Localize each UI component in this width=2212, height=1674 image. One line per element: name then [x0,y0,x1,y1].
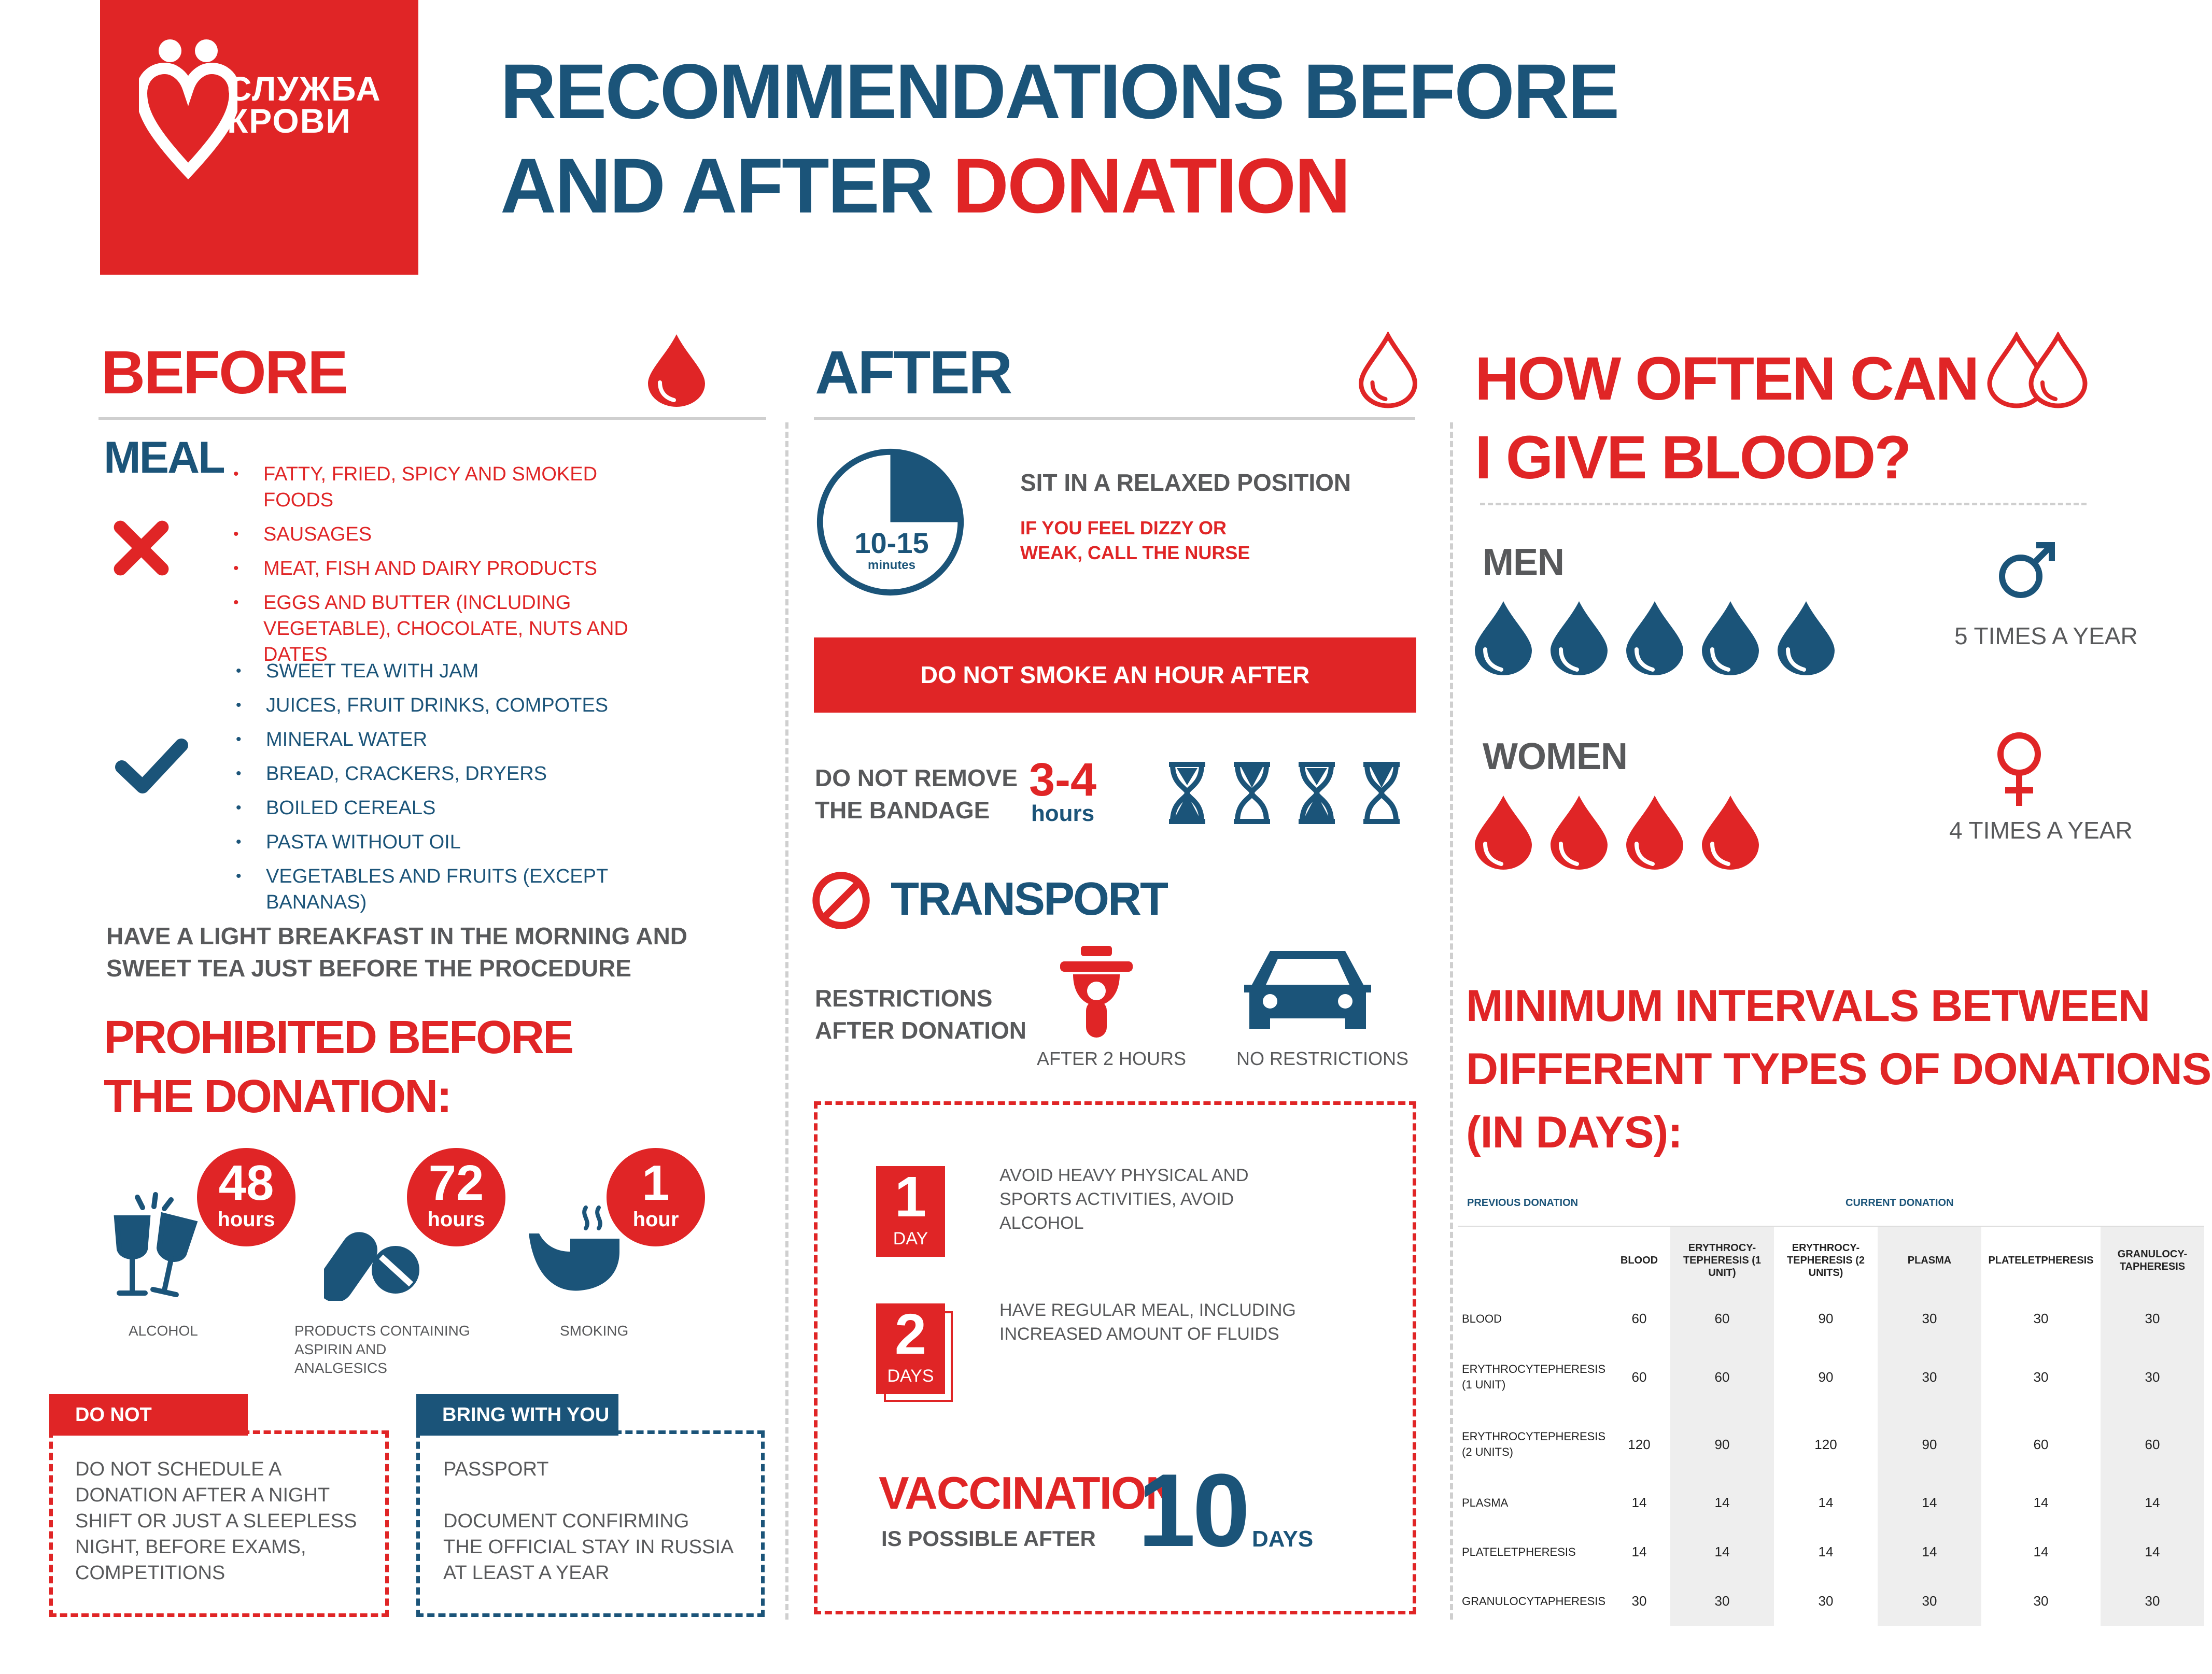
smoking-badge-unit: hour [632,1208,679,1231]
table-cell: 30 [1631,1593,1647,1609]
logo-line-2: КРОВИ [227,102,351,140]
bring-item-2: DOCUMENT CONFIRMING THE OFFICIAL STAY IN RUSSIA AT LEAST A YEAR [443,1510,733,1584]
men-frequency: 5 TIMES A YEAR [1954,622,2138,649]
women-drops [1472,793,1763,873]
title-line-2-blue: AND AFTER [500,142,953,229]
often-heading-l1: HOW OFTEN CAN [1475,345,1978,413]
table-cell: 14 [1670,1478,1774,1527]
smoking-badge [607,1148,705,1246]
donot-tab: DO NOT [49,1394,248,1436]
vaccination-unit: DAYS [1252,1526,1314,1552]
blood-drop-icon [1702,601,1759,675]
prohibited-heading-l1: PROHIBITED BEFORE [104,1012,573,1063]
pills-badge-unit: hours [427,1208,485,1231]
avoid-list [233,461,648,676]
bandage-duration [1029,754,1097,826]
column-header: ERYTHROCY-TEPHERESIS (2 UNITS) [1786,1242,1865,1279]
column-header: PLATELETPHERESIS [1988,1255,2094,1266]
bandage-text-l2: THE BANDAGE [815,797,990,824]
allowed-item: • SWEET TEA WITH JAM [236,658,702,684]
allowed-list [236,658,702,924]
alcohol-badge [197,1148,295,1246]
table-cell: 90 [1670,1411,1774,1478]
blood-drop-icon [645,332,708,409]
table-cell: 14 [1878,1478,1981,1527]
table-cell: 30 [1818,1593,1834,1609]
car-caption: NO RESTRICTIONS [1236,1048,1409,1069]
restrictions-text-l1: RESTRICTIONS [815,985,993,1012]
day-1-unit: DAY [893,1229,928,1249]
checkmark-icon [114,736,189,796]
previous-donation-label: PREVIOUS DONATION [1467,1197,1579,1209]
pills-badge-number: 72 [428,1155,484,1211]
column-header: ERYTHROCY-TEPHERESIS (1 UNIT) [1670,1226,1774,1294]
day-2-text: HAVE REGULAR MEAL, INCLUDING INCREASED AMOUNT OF FLUIDS [999,1300,1296,1344]
column-header: GRANULOCY-TAPHERESIS [2101,1226,2204,1294]
table-cell: 14 [1818,1544,1834,1559]
avoid-item: • MEAT, FISH AND DAIRY PRODUCTS [233,556,648,581]
women-frequency: 4 TIMES A YEAR [1949,817,2133,844]
title-line-1: RECOMMENDATIONS BEFORE [500,48,1618,135]
blood-drop-icon [1626,601,1683,675]
table-cell: 30 [1878,1343,1981,1411]
table-cell: 30 [2033,1369,2049,1385]
transport-heading: TRANSPORT [891,873,1167,925]
bandage-number: 3-4 [1029,754,1097,806]
row-label: ERYTHROCYTEPHERESIS (2 UNITS) [1462,1430,1606,1458]
alcohol-badge-number: 48 [218,1155,274,1211]
blood-drop-icon [1475,796,1532,870]
bring-item-1: PASSPORT [443,1458,549,1480]
timer-icon [814,446,967,599]
blood-drop-icon [1702,796,1759,870]
often-heading-l2: I GIVE BLOOD? [1475,423,1910,492]
row-label: PLASMA [1462,1496,1509,1509]
day-2-unit: DAYS [887,1366,934,1386]
timer-unit: minutes [867,558,915,572]
table-cell: 30 [2033,1311,2049,1326]
table-cell: 120 [1814,1436,1837,1452]
table-cell: 90 [1878,1411,1981,1478]
table-cell: 14 [1670,1527,1774,1577]
current-donation-label: CURRENT DONATION [1845,1197,1954,1209]
breakfast-note: HAVE A LIGHT BREAKFAST IN THE MORNING AND SWEET TEA JUST BEFORE THE PROCEDURE [106,923,688,982]
bandage-text-l1: DO NOT REMOVE [815,764,1018,791]
bandage-text [815,762,1018,826]
allowed-item: • MINERAL WATER [236,727,702,753]
day-1-calendar [876,1166,945,1257]
day-1-number: 1 [894,1165,927,1229]
blood-drop-icon [1475,601,1532,675]
allowed-item: • VEGETABLES AND FRUITS (EXCEPT BANANAS) [236,863,702,915]
before-divider [98,417,766,420]
table-cell: 30 [2101,1343,2204,1411]
table-row [1458,1411,2204,1478]
title-line-2 [500,138,1618,233]
table-row [1458,1343,2204,1411]
intervals-heading-l3: (IN DAYS): [1466,1108,1682,1157]
vaccination-heading: VACCINATION [879,1467,1178,1519]
allowed-item: • JUICES, FRUIT DRINKS, COMPOTES [236,692,702,718]
male-symbol-icon [1996,539,2058,601]
often-heading [1475,339,1978,497]
day-1-text: AVOID HEAVY PHYSICAL AND SPORTS ACTIVITIES, AVOID ALCOHOL [999,1166,1249,1233]
smoking-caption: SMOKING [560,1323,629,1339]
column-divider-2 [1450,422,1453,1620]
wine-glasses-icon [106,1187,210,1306]
row-label: GRANULOCYTAPHERESIS [1462,1594,1606,1608]
restrictions-text [815,982,1026,1046]
women-label: WOMEN [1483,736,1627,777]
prohibited-heading [104,1008,572,1126]
timer-number: 10-15 [854,527,929,559]
donot-text: DO NOT SCHEDULE A DONATION AFTER A NIGHT SHIFT OR JUST A SLEEPLESS NIGHT, BEFORE EXAMS, COMPETITIONS [75,1458,357,1584]
table-cell: 60 [2101,1411,2204,1478]
table-row [1458,1478,2204,1527]
logo-line-1: СЛУЖБА [227,69,382,108]
table-row [1458,1294,2204,1343]
table-cell: 14 [1631,1544,1647,1559]
intervals-heading-l1: MINIMUM INTERVALS BETWEEN [1466,981,2150,1031]
no-smoke-banner: DO NOT SMOKE AN HOUR AFTER [814,637,1416,713]
men-label: MEN [1483,542,1564,583]
table-cell: 120 [1628,1436,1651,1452]
bring-tab: BRING WITH YOU [416,1394,618,1436]
table-header-row [1458,1226,2204,1294]
row-label: PLATELETPHERESIS [1462,1545,1576,1558]
two-drops-icon [1985,332,2089,409]
vaccination-number: 10 [1138,1453,1247,1568]
car-icon [1242,943,1374,1042]
avoid-item: • EGGS AND BUTTER (INCLUDING VEGETABLE), CHOCOLATE, NUTS AND DATES [233,590,648,668]
alcohol-badge-unit: hours [217,1208,275,1231]
table-cell: 14 [2033,1495,2049,1510]
column-header: PLASMA [1878,1226,1981,1294]
table-cell: 60 [1631,1369,1647,1385]
blood-drop-icon [1551,601,1608,675]
table-cell: 90 [1818,1311,1834,1326]
alcohol-caption: ALCOHOL [129,1323,198,1339]
hourglass-icons [1166,762,1405,824]
hourglass-icon [1363,764,1400,821]
table-cell: 14 [2033,1544,2049,1559]
intervals-heading-l2: DIFFERENT TYPES OF DONATIONS [1466,1044,2211,1094]
before-heading: BEFORE [101,338,347,407]
avoid-item: • FATTY, FRIED, SPICY AND SMOKED FOODS [233,461,648,513]
intervals-table [1458,1226,2204,1626]
blood-drop-icon [1626,796,1683,870]
table-cell: 14 [1878,1527,1981,1577]
column-divider-1 [785,422,788,1620]
men-drops [1472,599,1835,679]
blood-drop-icon [1551,796,1608,870]
logo-heart-icon [139,36,237,181]
blood-drop-outline-icon [1356,332,1420,409]
prohibited-heading-l2: THE DONATION: [104,1071,451,1123]
title-line-2-red: DONATION [952,142,1349,229]
table-cell: 14 [1631,1495,1647,1510]
meal-label: MEAL [104,433,224,483]
table-cell: 60 [2033,1436,2049,1452]
table-cell: 60 [1670,1343,1774,1411]
table-cell: 60 [1631,1311,1647,1326]
no-entry-icon [811,871,871,930]
table-cell: 30 [2033,1593,2049,1609]
cross-icon [111,518,171,578]
table-cell: 30 [2101,1577,2204,1626]
table-row [1458,1577,2204,1626]
table-corner [1458,1226,1608,1294]
intervals-heading [1466,974,2211,1164]
table-row [1458,1527,2204,1577]
after-divider [814,417,1415,420]
restrictions-text-l2: AFTER DONATION [815,1017,1027,1044]
row-label: ERYTHROCYTEPHERESIS (1 UNIT) [1462,1363,1606,1391]
column-header: BLOOD [1620,1255,1658,1266]
day-2-number: 2 [894,1302,927,1366]
scooter-caption: AFTER 2 HOURS [1037,1048,1187,1069]
hourglass-icon [1299,764,1335,821]
row-label: BLOOD [1462,1312,1502,1325]
allowed-item: • BOILED CEREALS [236,795,702,821]
table-cell: 14 [2101,1527,2204,1577]
table-cell: 30 [1878,1577,1981,1626]
pills-badge [407,1148,505,1246]
hourglass-icon [1169,764,1205,821]
pills-caption: PRODUCTS CONTAINING ASPIRIN AND ANALGESICS [294,1323,470,1376]
scooter-icon [1058,943,1135,1039]
vaccination-subtext: IS POSSIBLE AFTER [881,1526,1096,1551]
dizzy-text: IF YOU FEEL DIZZY OR WEAK, CALL THE NURSE [1020,517,1250,563]
female-symbol-icon [1991,731,2048,808]
table-cell: 14 [2101,1478,2204,1527]
after-heading: AFTER [815,338,1011,407]
page-title [500,44,1618,233]
bandage-unit: hours [1031,801,1095,826]
table-cell: 30 [1878,1294,1981,1343]
sit-text: SIT IN A RELAXED POSITION [1020,469,1351,496]
allowed-item: • PASTA WITHOUT OIL [236,829,702,855]
often-divider [1480,503,2087,505]
table-cell: 30 [1670,1577,1774,1626]
table-cell: 90 [1818,1369,1834,1385]
hourglass-icon [1234,764,1270,821]
table-cell: 30 [2101,1294,2204,1343]
day-2-calendar [876,1303,945,1394]
logo-text [227,69,382,140]
table-cell: 14 [1818,1495,1834,1510]
blood-drop-icon [1778,601,1835,675]
table-cell: 60 [1670,1294,1774,1343]
smoking-badge-number: 1 [642,1155,670,1211]
allowed-item: • BREAD, CRACKERS, DRYERS [236,761,702,787]
timer-label [829,528,954,572]
logo-block [100,0,418,275]
avoid-item: • SAUSAGES [233,521,648,547]
